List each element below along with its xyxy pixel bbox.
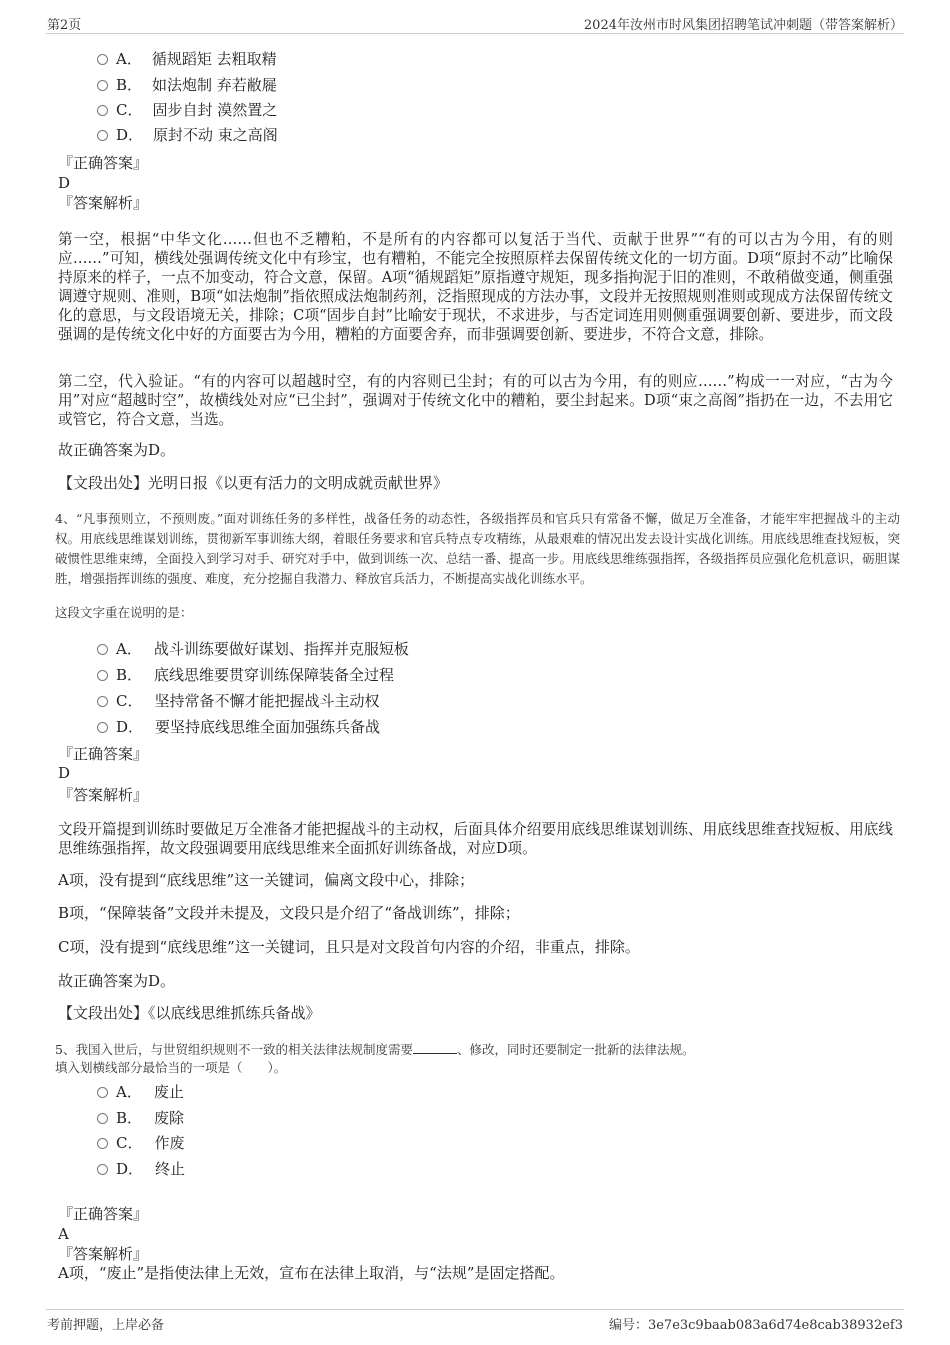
footer-slogan: 考前押题，上岸必备 — [47, 1318, 165, 1333]
q4-analysis-option-c: C项，没有提到“底线思维”这一关键词，且只是对文段首句内容的介绍，非重点，排除。 — [58, 938, 640, 956]
q5-option-c[interactable]: C． 作废 — [97, 1133, 185, 1153]
q3-answer: D — [58, 174, 71, 192]
q3-option-c[interactable]: C． 固步自封 漠然置之 — [97, 100, 277, 120]
footer-divider — [46, 1309, 904, 1310]
radio-icon[interactable] — [97, 130, 108, 141]
q4-analysis-option-a: A项，没有提到“底线思维”这一关键词，偏离文段中心，排除； — [58, 871, 475, 889]
q4-answer: D — [58, 764, 71, 782]
document-title: 2024年汝州市时风集团招聘笔试冲刺题（带答案解析） — [583, 18, 903, 33]
q3-option-d[interactable]: D． 原封不动 束之高阁 — [97, 125, 278, 145]
radio-icon[interactable] — [97, 105, 108, 116]
q3-source: 【文段出处】光明日报《以更有活力的文明成就贡献世界》 — [58, 474, 449, 492]
radio-icon[interactable] — [97, 1087, 108, 1098]
q4-answer-label: 『正确答案』 — [58, 745, 149, 763]
q5-prompt: 填入划横线部分最恰当的一项是（ ）。 — [55, 1060, 287, 1075]
radio-icon[interactable] — [97, 1164, 108, 1175]
q4-analysis-option-b: B项，“保障装备”文段并未提及，文段只是介绍了“备战训练”，排除； — [58, 904, 520, 922]
q5-answer: A — [58, 1225, 69, 1243]
q4-option-c[interactable]: C． 坚持常备不懈才能把握战斗主动权 — [97, 691, 380, 711]
q4-conclusion: 故正确答案为D。 — [58, 972, 176, 990]
radio-icon[interactable] — [97, 722, 108, 733]
q3-option-a[interactable]: A． 循规蹈矩 去粗取精 — [97, 49, 277, 69]
header-divider — [46, 33, 904, 34]
q5-option-d[interactable]: D． 终止 — [97, 1159, 185, 1179]
q3-answer-label: 『正确答案』 — [58, 154, 149, 172]
q4-option-b[interactable]: B． 底线思维要贯穿训练保障装备全过程 — [97, 665, 394, 685]
q4-analysis-paragraph-1: 文段开篇提到训练时要做足万全准备才能把握战斗的主动权，后面具体介绍要用底线思维谋划训练、用底线思维查找短板、用底线思维练强指挥，故文段强调要用底线思维来全面抓好训练备战，对应D项。 — [58, 821, 893, 857]
q3-analysis-paragraph-1: 第一空，根据“中华文化……但也不乏糟粕，不是所有的内容都可以复活于当代、贡献于世界”“有的可以古为今用，有的则应……”可知，横线处强调传统文化中有珍宝，也有糟粕，不能完全按照原样去保留传统文化的一切方面。D项“原封不动”比喻保持原来的样子，一点不加变动，符合文意，保留。A项“循规蹈矩”原指遵守规矩，现多指拘泥于旧的准则，不敢稍做变通，侧重强调遵守规则、准则，B项“如法炮制”指依照成法炮制药剂，泛指照现成的方法办事，文段并无按照规则准则或现成方法保留传统文化的意思，与文段语境无关，排除；C项“固步自封”比喻安于现状，不求进步，与否定词连用则侧重强调要创新、要进步，而文段强调的是传统文化中好的方面要古为今用，糟粕的方面要舍弃，而非强调要创新、要进步，不符合文意，排除。 — [58, 231, 893, 343]
radio-icon[interactable] — [97, 644, 108, 655]
q5-answer-label: 『正确答案』 — [58, 1205, 149, 1223]
q4-source: 【文段出处】《以底线思维抓练兵备战》 — [58, 1004, 321, 1022]
q5-question-text: 5、我国入世后，与世贸组织规则不一致的相关法律法规制度需要 、修改，同时还要制定一批新的法律法规。 — [55, 1042, 695, 1057]
page-number: 第2页 — [47, 18, 82, 33]
radio-icon[interactable] — [97, 696, 108, 707]
radio-icon[interactable] — [97, 1138, 108, 1149]
radio-icon[interactable] — [97, 54, 108, 65]
q5-option-a[interactable]: A． 废止 — [97, 1082, 184, 1102]
radio-icon[interactable] — [97, 80, 108, 91]
q4-question-text: 4、“凡事预则立，不预则废。”面对训练任务的多样性，战备任务的动态性，各级指挥员和官兵只有常备不懈，做足万全准备，才能牢牢把握战斗的主动权。用底线思维谋划训练，贯彻新军事训练大纲，着眼任务要求和官兵特点专攻精练，从最艰难的情况出发去设计实战化训练。用底线思维查找短板，突破惯性思维束缚，全面投入到学习对手、研究对手中，做到训练一次、总结一番、提高一步。用底线思维练强指挥，各级指挥员应强化危机意识，砺胆谋胜，增强指挥训练的强度、难度，充分挖掘自我潜力、释放官兵活力，不断提高实战化训练水平。 — [55, 511, 900, 586]
q3-analysis-label: 『答案解析』 — [58, 194, 149, 212]
q5-analysis-label: 『答案解析』 — [58, 1245, 149, 1263]
fill-blank — [413, 1041, 457, 1054]
radio-icon[interactable] — [97, 1113, 108, 1124]
document-id: 编号：3e7e3c9baab083a6d74e8cab38932ef3 — [608, 1318, 903, 1333]
q3-analysis-paragraph-2: 第二空，代入验证。“有的内容可以超越时空，有的内容则已尘封；有的可以古为今用，有的则应……”构成一一对应，“古为今用”对应“超越时空”，故横线处对应“已尘封”，强调对于传统文化中的糟粕，要尘封起来。D项“束之高阁”指扔在一边，不去用它或管它，符合文意，当选。 — [58, 373, 893, 428]
q3-option-b[interactable]: B． 如法炮制 弃若敝屣 — [97, 75, 277, 95]
radio-icon[interactable] — [97, 670, 108, 681]
q5-option-b[interactable]: B． 废除 — [97, 1108, 184, 1128]
q4-analysis-label: 『答案解析』 — [58, 786, 149, 804]
q3-conclusion: 故正确答案为D。 — [58, 441, 176, 459]
q4-option-a[interactable]: A． 战斗训练要做好谋划、指挥并克服短板 — [97, 639, 409, 659]
q4-prompt: 这段文字重在说明的是： — [55, 605, 193, 620]
q5-analysis-paragraph-1: A项，“废止”是指使法律上无效，宣布在法律上取消，与“法规”是固定搭配。 — [58, 1264, 565, 1282]
q4-option-d[interactable]: D． 要坚持底线思维全面加强练兵备战 — [97, 717, 380, 737]
